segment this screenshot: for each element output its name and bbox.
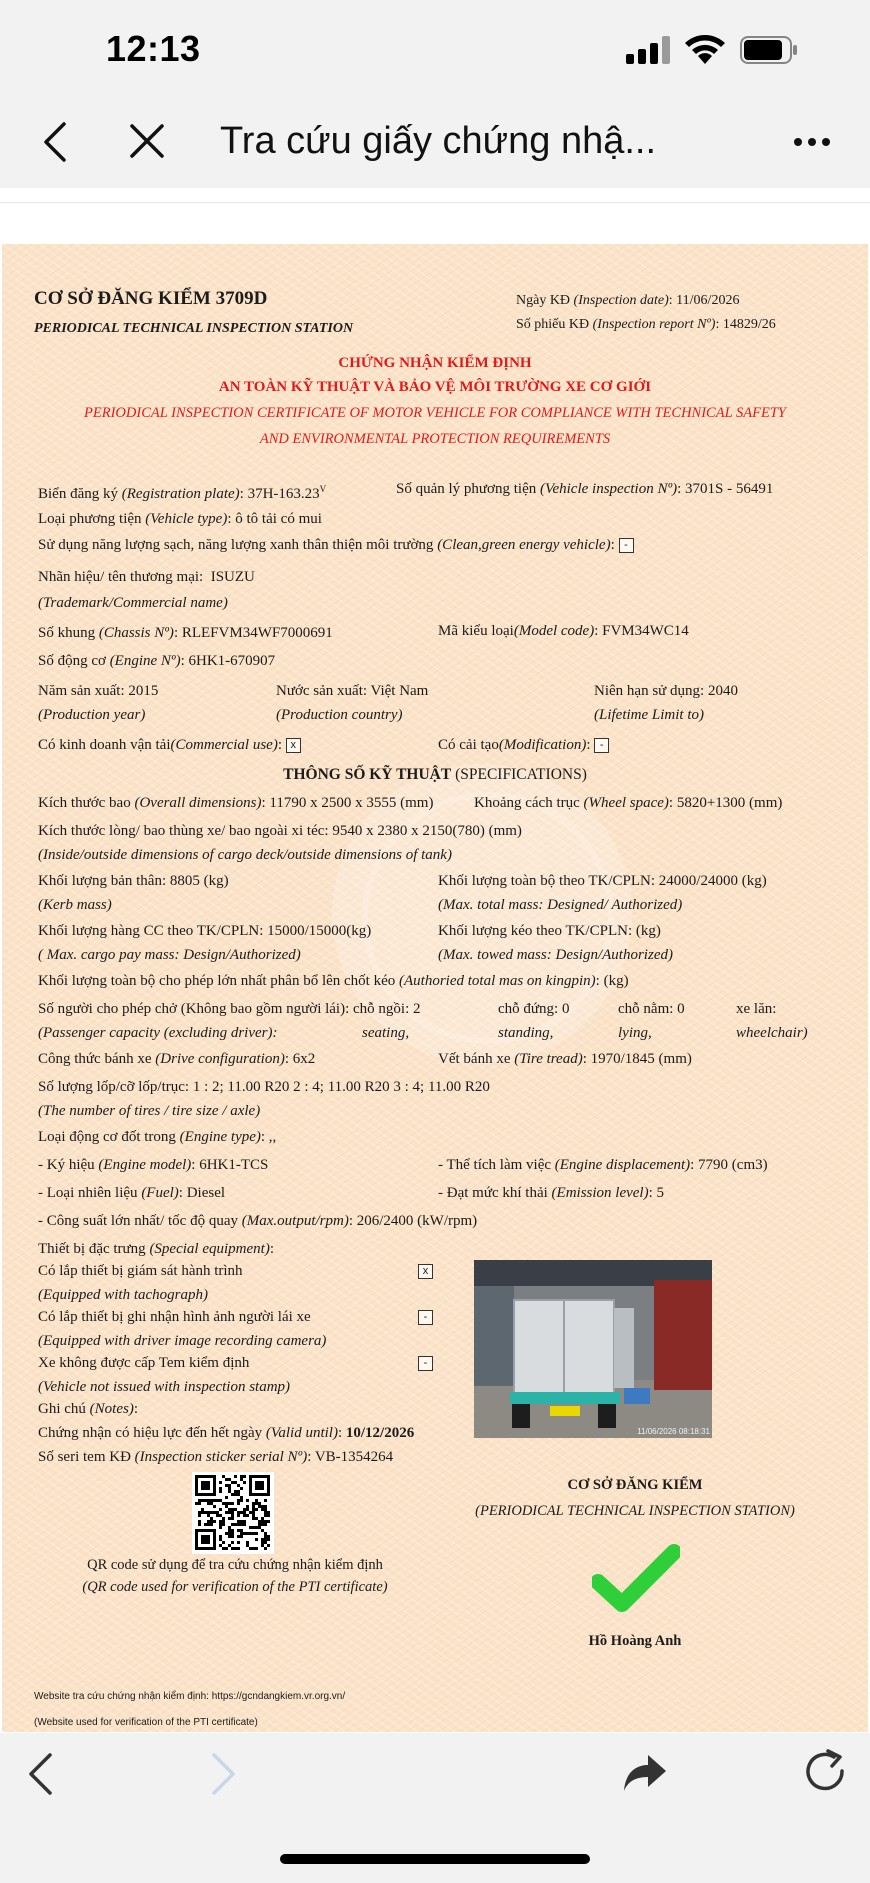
browser-back-icon[interactable]	[26, 1751, 54, 1797]
tachograph-en: (Equipped with tachograph)	[38, 1287, 208, 1303]
page-title: Tra cứu giấy chứng nhậ...	[220, 120, 657, 162]
checkmark-icon	[592, 1544, 680, 1612]
no-stamp-checkbox: -	[418, 1356, 433, 1371]
inspection-report-no: Số phiếu KĐ (Inspection report Nº): 14829/26	[516, 317, 776, 332]
commercial-use: Có kinh doanh vận tải(Commercial use): x	[38, 736, 301, 754]
production-year-en: (Production year)	[38, 707, 146, 723]
share-icon[interactable]	[622, 1753, 668, 1793]
cargo-dimensions: Kích thước lòng/ bao thùng xe/ bao ngoài xi téc: 9540 x 2380 x 2150(780) (mm)	[38, 823, 522, 839]
lying-en: lying,	[618, 1025, 652, 1041]
wheelchair-en: wheelchair)	[736, 1025, 808, 1041]
lifetime-limit: Niên hạn sử dụng: 2040	[594, 683, 738, 699]
notes: Ghi chú (Notes):	[38, 1401, 139, 1417]
cargo-mass: Khối lượng hàng CC theo TK/CPLN: 15000/15000(kg)	[38, 923, 372, 939]
qr-code	[192, 1472, 274, 1554]
valid-until: Chứng nhận có hiệu lực đến hết ngày (Valid until): 10/12/2026	[38, 1425, 415, 1441]
cargo-dimensions-en: (Inside/outside dimensions of cargo deck/outside dimensions of tank)	[38, 847, 452, 863]
tires: Số lượng lốp/cỡ lốp/trục: 1 : 2; 11.00 R20 2 : 4; 11.00 R20 3 : 4; 11.00 R20	[38, 1079, 490, 1095]
total-mass: Khối lượng toàn bộ theo TK/CPLN: 24000/24000 (kg)	[438, 873, 767, 889]
trademark-en: (Trademark/Commercial name)	[38, 595, 228, 611]
commercial-use-checkbox: x	[286, 738, 301, 753]
vehicle-photo	[474, 1260, 712, 1438]
lying-capacity: chỗ nằm: 0	[618, 1001, 685, 1017]
vehicle-type: Loại phương tiện (Vehicle type): ô tô tải có mui	[38, 511, 322, 527]
clean-energy-checkbox: -	[619, 538, 634, 553]
inspection-date: Ngày KĐ (Inspection date): 11/06/2026	[516, 293, 740, 308]
tachograph-checkbox: x	[418, 1264, 433, 1279]
kerb-mass-en: (Kerb mass)	[38, 897, 112, 913]
passenger-capacity: Số người cho phép chở (Không bao gồm người lái): chỗ ngồi: 2	[38, 1001, 421, 1017]
sign-station: CƠ SỞ ĐĂNG KIỂM	[567, 1477, 703, 1493]
lifetime-limit-en: (Lifetime Limit to)	[594, 707, 704, 723]
tires-en: (The number of tires / tire size / axle)	[38, 1103, 261, 1119]
browser-forward-icon[interactable]	[210, 1751, 238, 1797]
no-stamp-en: (Vehicle not issued with inspection stamp)	[38, 1379, 291, 1395]
verification-website: Website tra cứu chứng nhận kiểm định: https://gcndangkiem.vr.org.vn/	[34, 1691, 346, 1702]
kingpin-mass: Khối lượng toàn bộ cho phép lớn nhất phân bổ lên chốt kéo (Authoried total mas on kingpin): (kg)	[38, 973, 629, 989]
certificate-title-1: CHỨNG NHẬN KIỂM ĐỊNH	[338, 355, 532, 371]
engine-model: - Ký hiệu (Engine model): 6HK1-TCS	[38, 1157, 269, 1173]
special-equipment: Thiết bị đặc trưng (Special equipment):	[38, 1241, 274, 1257]
tire-tread: Vết bánh xe (Tire tread): 1970/1845 (mm)	[438, 1051, 692, 1067]
driver-camera-en: (Equipped with driver image recording camera)	[38, 1333, 327, 1349]
trademark: Nhãn hiệu/ tên thương mại: ISUZU	[38, 569, 255, 585]
registration-plate: Biển đăng ký (Registration plate): $37H-163.23^V$	[38, 484, 327, 502]
engine-type: Loại động cơ đốt trong (Engine type): ,,	[38, 1129, 277, 1145]
tachograph: Có lắp thiết bị giám sát hành trình	[38, 1263, 243, 1279]
model-code: Mã kiểu loại(Model code): FVM34WC14	[438, 623, 689, 639]
overall-dimensions: Kích thước bao (Overall dimensions): 11790 x 2500 x 3555 (mm)	[38, 795, 434, 811]
station-name-en: PERIODICAL TECHNICAL INSPECTION STATION	[34, 321, 354, 336]
clean-energy: Sử dụng năng lượng sạch, năng lượng xanh thân thiện môi trường (Clean,green energy vehicle): -	[38, 536, 634, 554]
production-country-en: (Production country)	[276, 707, 403, 723]
qr-label-en: (QR code used for verification of the PTI certificate)	[82, 1579, 388, 1595]
kerb-mass: Khối lượng bản thân: 8805 (kg)	[38, 873, 229, 889]
status-time: 12:13	[106, 28, 201, 69]
verification-website-en: (Website used for verification of the PTI certificate)	[34, 1717, 258, 1728]
towed-mass: Khối lượng kéo theo TK/CPLN: (kg)	[438, 923, 661, 939]
seating-en: seating,	[362, 1025, 410, 1041]
no-stamp: Xe không được cấp Tem kiểm định	[38, 1355, 250, 1371]
station-name: CƠ SỞ ĐĂNG KIỂM 3709D	[34, 288, 268, 309]
chassis-no: Số khung (Chassis Nº): RLEFVM34WF7000691	[38, 625, 333, 641]
certificate-title-2: AN TOÀN KỸ THUẬT VÀ BẢO VỆ MÔI TRƯỜNG XE CƠ GIỚI	[218, 379, 652, 395]
engine-no: Số động cơ (Engine Nº): 6HK1-670907	[38, 653, 276, 669]
certificate-title-en-1: PERIODICAL INSPECTION CERTIFICATE OF MOTOR VEHICLE FOR COMPLIANCE WITH TECHNICAL SAFETY	[84, 405, 786, 421]
modification-checkbox: -	[594, 738, 609, 753]
vehicle-inspection-no: Số quản lý phương tiện (Vehicle inspection Nº): 3701S - 56491	[396, 481, 774, 497]
standing-capacity: chỗ đứng: 0	[498, 1001, 570, 1017]
passenger-capacity-en: (Passenger capacity (excluding driver):	[38, 1025, 278, 1041]
wheelchair-capacity: xe lăn:	[736, 1001, 777, 1017]
production-country: Nước sản xuất: Việt Nam	[276, 683, 429, 699]
total-mass-en: (Max. total mass: Designed/ Authorized)	[438, 897, 683, 913]
photo-timestamp: 11/06/2026 08:18:31	[637, 1427, 710, 1436]
cargo-mass-en: ( Max. cargo pay mass: Design/Authorized)	[38, 947, 301, 963]
drive-configuration: Công thức bánh xe (Drive configuration): 6x2	[38, 1051, 316, 1067]
driver-camera-checkbox: -	[418, 1310, 433, 1325]
specifications-title: THÔNG SỐ KỸ THUẬT (SPECIFICATIONS)	[283, 766, 587, 783]
wheel-space: Khoảng cách trục (Wheel space): 5820+1300 (mm)	[474, 795, 783, 811]
modification: Có cải tạo(Modification): -	[438, 736, 609, 754]
production-year: Năm sản xuất: 2015	[38, 683, 159, 699]
reload-icon[interactable]	[802, 1749, 850, 1797]
emission-level: - Đạt mức khí thải (Emission level): 5	[438, 1185, 665, 1201]
engine-displacement: - Thể tích làm việc (Engine displacement): 7790 (cm3)	[438, 1157, 768, 1173]
sign-station-en: (PERIODICAL TECHNICAL INSPECTION STATION)	[475, 1503, 795, 1519]
driver-camera: Có lắp thiết bị ghi nhận hình ảnh người lái xe	[38, 1309, 311, 1325]
certificate-title-en-2: AND ENVIRONMENTAL PROTECTION REQUIREMENTS	[259, 431, 611, 447]
qr-label: QR code sử dụng để tra cứu chứng nhận kiểm định	[87, 1557, 383, 1573]
towed-mass-en: (Max. towed mass: Design/Authorized)	[438, 947, 673, 963]
fuel: - Loại nhiên liệu (Fuel): Diesel	[38, 1185, 226, 1201]
max-output: - Công suất lớn nhất/ tốc độ quay (Max.output/rpm): 206/2400 (kW/rpm)	[38, 1213, 478, 1229]
signer-name: Hồ Hoàng Anh	[588, 1633, 682, 1649]
home-indicator[interactable]	[280, 1854, 590, 1864]
standing-en: standing,	[498, 1025, 554, 1041]
sticker-serial: Số seri tem KĐ (Inspection sticker serial Nº): VB-1354264	[38, 1449, 394, 1465]
